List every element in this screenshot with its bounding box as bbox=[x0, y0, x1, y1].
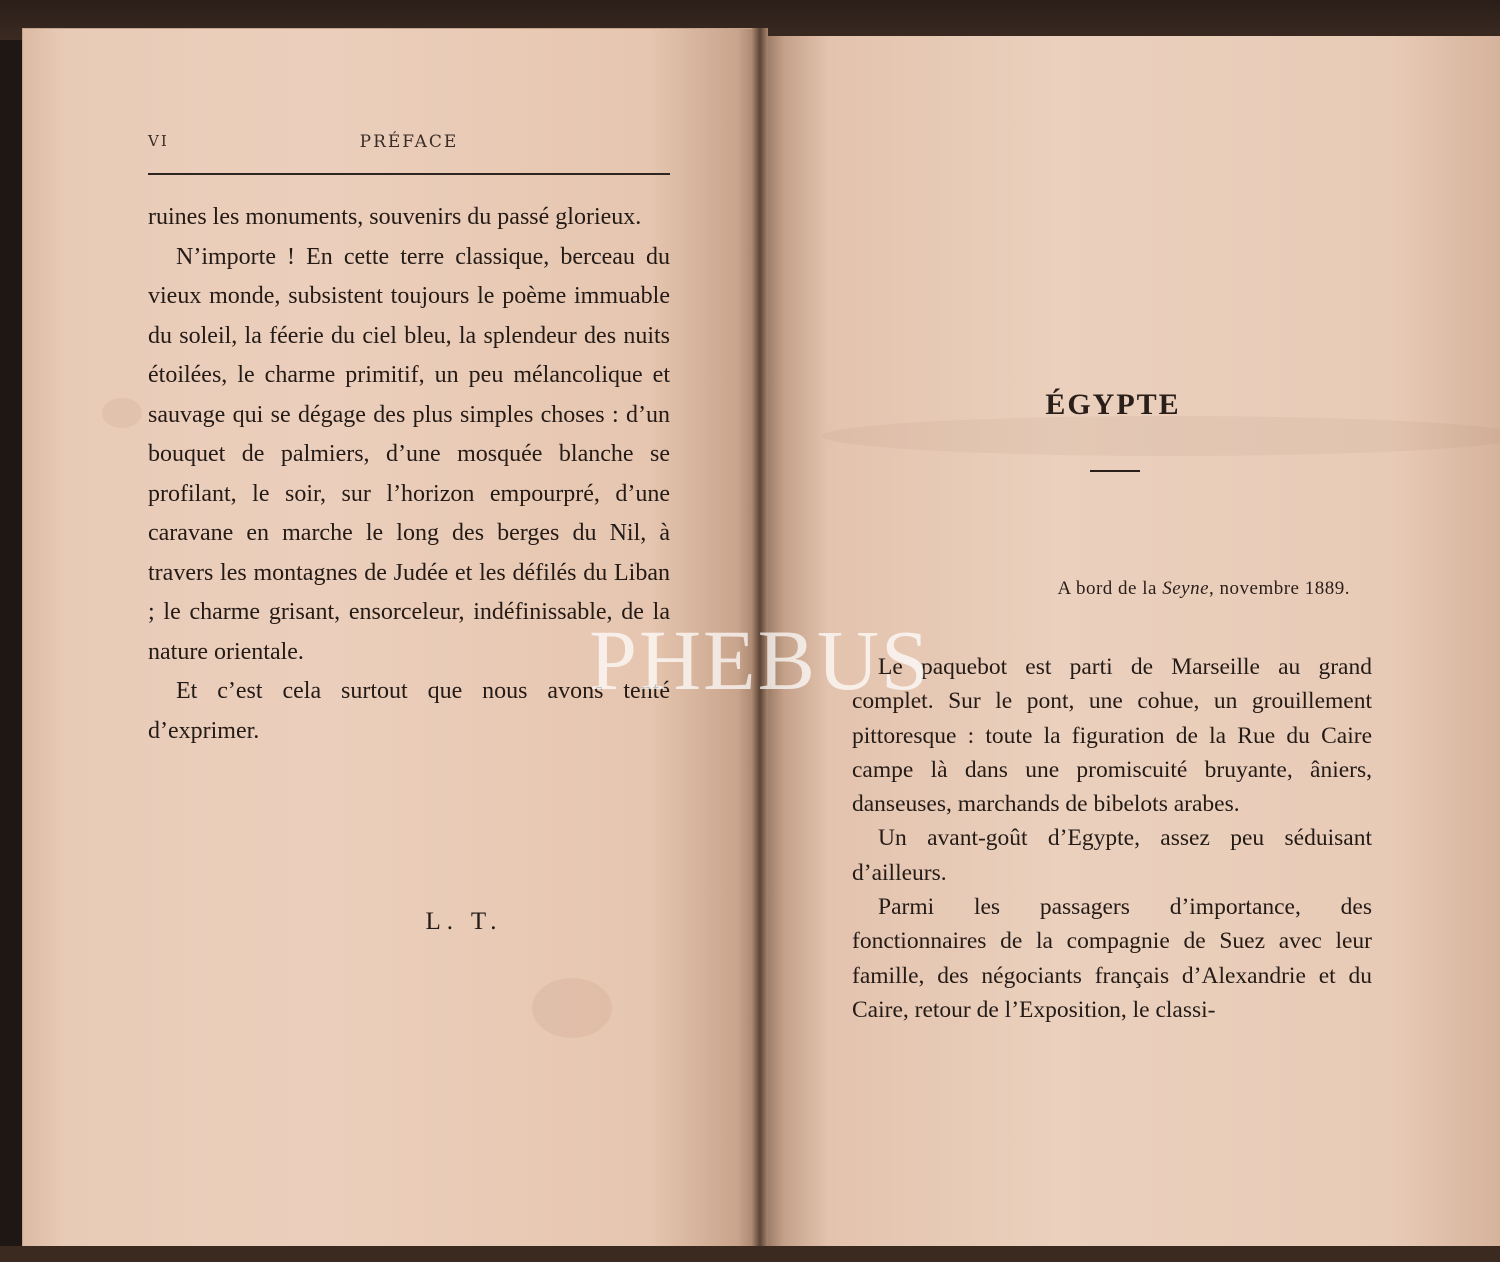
paper-stain bbox=[532, 978, 612, 1038]
paper-stain bbox=[822, 416, 1500, 456]
dateline-suffix: , novembre 1889. bbox=[1209, 578, 1350, 599]
paragraph: N’importe ! En cette terre classique, berceau du vieux monde, subsistent toujours le poème immuable du soleil, la féerie du ciel bleu, la splendeur des nuits étoilées, le charme primitif, un peu mélancolique et sauvage qui se dégage des plus simples choses : d’un bouquet de palmiers, d’une mosquée blanche se profilant, le soir, sur l’horizon empourpré, d’une caravane en marche le long des berges du Nil, à travers les montagnes de Judée et les défilés du Liban ; le charme grisant, ensorceleur, indéfinissable, de la nature orientale. bbox=[148, 243, 670, 665]
paper-stain bbox=[102, 398, 142, 428]
left-page-text bbox=[148, 198, 670, 751]
paragraph: Parmi les passagers d’importance, des fonctionnaires de la compagnie de Suez avec leur famille, des négociants français d’Alexandrie et du Caire, retour de l’Exposition, le classi- bbox=[852, 894, 1372, 1023]
header-rule bbox=[148, 173, 670, 175]
chapter-rule bbox=[1090, 470, 1140, 472]
running-head bbox=[148, 132, 670, 160]
paragraph: Et c’est cela surtout que nous avons tenté d’exprimer. bbox=[148, 678, 670, 744]
dateline-ship: Seyne bbox=[1162, 578, 1210, 599]
book-bottom-edge bbox=[0, 1246, 1500, 1262]
paragraph: Le paquebot est parti de Marseille au grand complet. Sur le pont, une cohue, un grouillement pittoresque : toute la figuration de la Rue du Caire campe là dans une promiscuité bruyante, âniers, danseuses, marchands de bibelots arabes. bbox=[852, 654, 1372, 818]
right-page-text bbox=[852, 650, 1372, 1027]
running-head-title: PRÉFACE bbox=[359, 132, 459, 152]
preface-signature: L. T. bbox=[425, 908, 503, 935]
dateline-prefix: A bord de la bbox=[1057, 578, 1163, 599]
watermark: PHEBUS bbox=[589, 612, 931, 708]
chapter-title: ÉGYPTE bbox=[1045, 388, 1181, 421]
right-page bbox=[762, 36, 1500, 1252]
book-spine bbox=[752, 28, 768, 1258]
dateline bbox=[850, 578, 1350, 600]
paragraph: Un avant-goût d’Egypte, assez peu séduisant d’ailleurs. bbox=[852, 825, 1372, 886]
paragraph: ruines les monuments, souvenirs du passé glorieux. bbox=[148, 204, 642, 230]
page-number: VI bbox=[148, 132, 169, 150]
